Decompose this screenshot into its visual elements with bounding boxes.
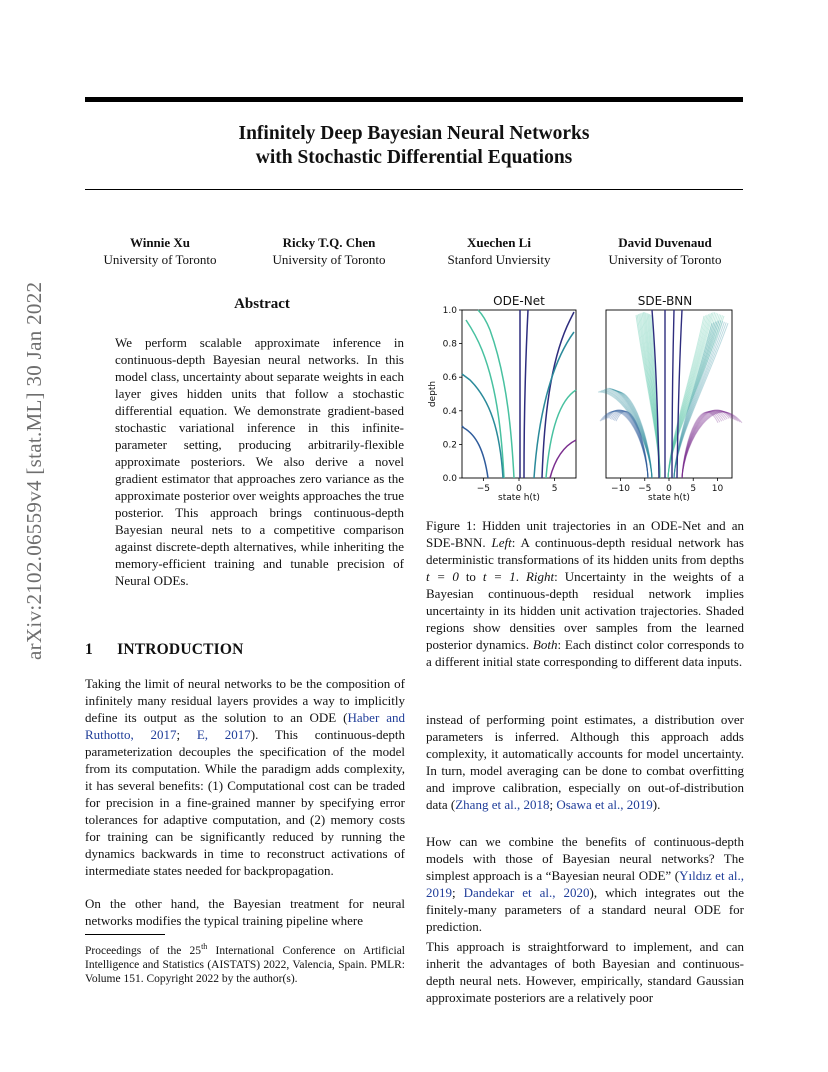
footnote-rule [85, 934, 165, 935]
author-affiliation: University of Toronto [103, 252, 217, 267]
citation-link[interactable]: Dandekar et al., 2020 [463, 885, 590, 900]
y-tick-label: 0.4 [442, 406, 457, 417]
text-run: ; [452, 885, 464, 900]
author-affiliation: Stanford Unviersity [447, 252, 551, 267]
left-panel-title: ODE-Net [493, 294, 545, 308]
text-run: ), which integrates out the finitely-many parameters of a standard neural ODE for prediction. [426, 885, 744, 934]
citation-link[interactable]: Zhang et al., 2018 [455, 797, 550, 812]
math-run: t = 1 [482, 569, 516, 584]
text-run: Hidden unit trajectories in an ODE-Net and an SDE-BNN. [426, 518, 744, 550]
paper-title [85, 122, 743, 170]
author-block-4 [594, 234, 736, 268]
author-affiliation: University of Toronto [272, 252, 386, 267]
text-run: Right [525, 569, 555, 584]
title-rule [85, 189, 743, 190]
section-number: 1 [85, 641, 93, 658]
text-run: to [458, 569, 483, 584]
caption-label: Figure 1: [426, 518, 477, 533]
arxiv-identifier: arXiv:2102.06559v4 [stat.ML] 30 Jan 2022 [22, 281, 46, 660]
citation-link[interactable]: Yıldız et al., 2019 [426, 868, 744, 900]
citation-link[interactable]: Osawa et al., 2019 [556, 797, 653, 812]
top-rule [85, 97, 743, 102]
text-run: : Uncertainty in the weights of a Bayesian continuous-depth residual network implies uncertainty in its hidden unit activation trajectories. Shaded regions show densities over samples from the learned posterior dynamics. [426, 569, 745, 652]
y-tick-label: 0.8 [442, 339, 457, 350]
text-run: ; [549, 797, 557, 812]
x-tick-label: 5 [690, 484, 697, 494]
text-run: How can we combine the benefits of continuous-depth models with those of Bayesian neural networks? The simplest approach is a “Bayesian neural ODE” ( [426, 834, 744, 883]
author-block-1 [88, 234, 232, 268]
right-x-axis-label: state h(t) [648, 493, 690, 503]
citation-link[interactable]: Haber and Ruthotto, 2017 [85, 710, 405, 742]
title-line-1: Infinitely Deep Bayesian Neural Networks [238, 123, 590, 144]
author-name: David Duvenaud [618, 235, 712, 250]
left-panel-frame [462, 310, 576, 478]
title-line-2: with Stochastic Differential Equations [255, 147, 573, 168]
intro-paragraph-1 [85, 675, 405, 879]
x-tick-label: −5 [476, 484, 491, 494]
author-block-3 [428, 234, 570, 268]
left-panel [443, 306, 576, 503]
y-ticks [443, 306, 462, 484]
text-run: Taking the limit of neural networks to be the composition of infinitely many residual layers provides a way to implicitly define its output as the solution to an ODE ( [85, 676, 405, 725]
author-affiliation: University of Toronto [608, 252, 722, 267]
right-panel [598, 310, 742, 503]
superscript: th [201, 942, 208, 951]
x-tick-label: −10 [611, 484, 631, 494]
text-run: ; [176, 727, 197, 742]
footnote [85, 940, 405, 986]
text-run: . [515, 569, 526, 584]
left-x-axis-label: state h(t) [498, 493, 540, 503]
text-run: : Each distinct color corresponds to a different initial state corresponding to different data inputs. [426, 637, 744, 669]
text-run: ). This continuous-depth parameterization decouples the specification of the model from its computation. While the paradigm adds complexity, it has several benefits: (1) Computational cost can be traded for precision in a fine-grained manner by specifying error tolerances for adaptive computation, and (2) memory costs for training can be significantly reduced by running the dynamics backwards in time to reconstruct activations of intermediate states needed for backpropagation. [85, 727, 405, 878]
right-x-ticks [611, 478, 723, 494]
text-run: International Conference on Artificial Intelligence and Statistics (AISTATS) 2022, Valencia, Spain. PMLR: Volume 151. Copyright 2022 by the author(s). [85, 944, 406, 985]
text-run: Left [491, 535, 512, 550]
math-run: t = 0 [426, 569, 459, 584]
citation-link[interactable]: E, 2017 [196, 727, 251, 742]
author-name: Winnie Xu [129, 235, 191, 250]
text-run: Both [532, 637, 558, 652]
abstract-heading: Abstract [234, 296, 290, 312]
y-tick-label: 0.2 [442, 440, 457, 451]
x-tick-label: 10 [711, 484, 724, 494]
figure-1 [420, 290, 750, 508]
y-tick-label: 1.0 [442, 306, 457, 316]
x-tick-label: 0 [666, 484, 672, 494]
abstract-text: We perform scalable approximate inference in continuous-depth Bayesian neural networks. In this model class, uncertainty about separate weights in each layer gives hidden units that follow a stochastic differential equation. We demonstrate gradient-based stochastic variational inference in this infinite-parameter setting, producing arbitrarily-flexible approximate posteriors. We also derive a novel gradient estimator that approaches zero variance as the approximate posterior over weights approaches the true posterior. This approach brings continuous-depth Bayesian neural nets to a competitive comparison against discrete-depth alternatives, while inheriting the memory-efficient training and tunable precision of Neural ODEs. [115, 335, 404, 588]
y-tick-label: 0.6 [442, 373, 457, 384]
section-title: INTRODUCTION [117, 641, 244, 658]
right-paragraph-3: This approach is straightforward to implement, and can inherit the advantages of both Bayesian and continuous-depth neural nets. However, empirically, standard Gaussian approximate posteriors are a relatively poor [426, 939, 744, 1005]
right-paragraph-1 [426, 711, 744, 813]
author-name: Xuechen Li [467, 235, 531, 250]
right-panel-title: SDE-BNN [637, 294, 693, 308]
left-x-ticks [477, 478, 558, 494]
text-run: : A continuous-depth residual network has deterministic transformations of its hidden units from depths [426, 535, 744, 567]
text-run: instead of performing point estimates, a distribution over parameters is inferred. Although this approach adds complexity, it automatically accounts for model uncertainty. In turn, model averaging can be done to combat overfitting and improve calibration, especially on out-of-distribution data ( [426, 712, 744, 812]
x-tick-label: 5 [551, 484, 558, 494]
author-name: Ricky T.Q. Chen [282, 235, 376, 250]
author-block-2 [256, 234, 402, 268]
y-tick-label: 0.0 [442, 474, 457, 484]
figure-caption [426, 517, 744, 670]
right-paragraph-2 [426, 833, 744, 935]
text-run: Proceedings of the 25 [85, 944, 202, 957]
section-heading [85, 641, 244, 659]
x-tick-label: −5 [638, 484, 652, 494]
text-run: ). [652, 797, 661, 812]
x-tick-label: 0 [516, 484, 522, 494]
y-axis-label: depth [428, 380, 438, 408]
intro-paragraph-2: On the other hand, the Bayesian treatment for neural networks modifies the typical training pipeline where [85, 896, 405, 928]
